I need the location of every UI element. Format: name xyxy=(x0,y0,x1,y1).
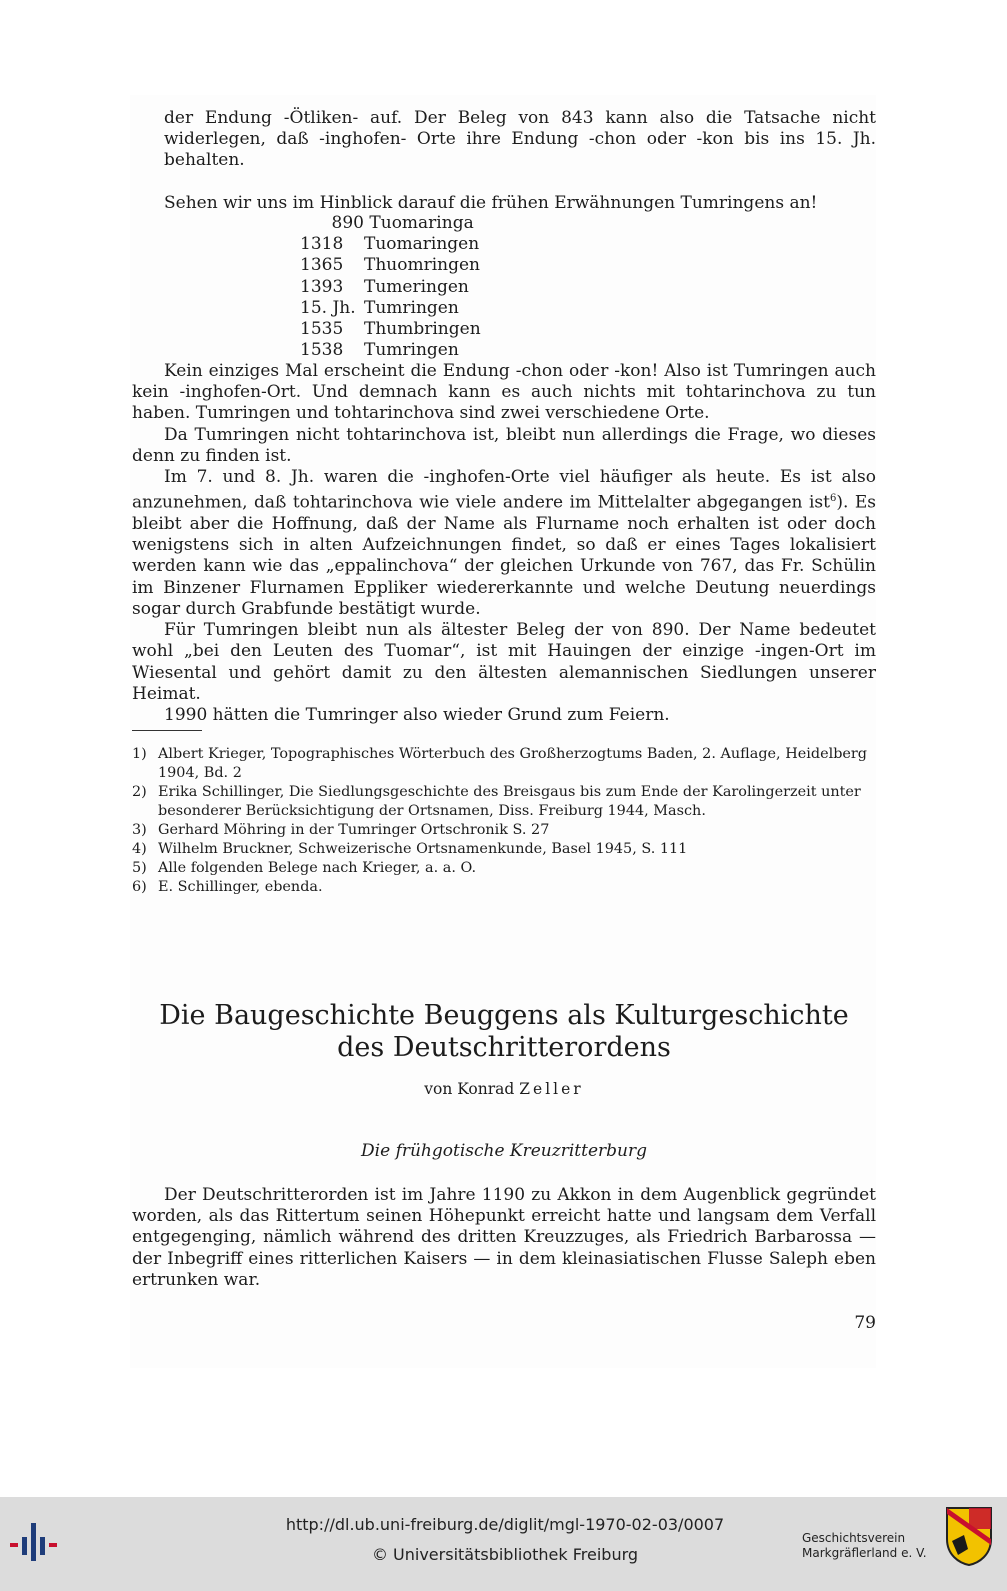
paragraph: Der Deutschritterorden ist im Jahre 1190 zu Akkon in dem Augenblick gegründet worden, als das Rittertum seinen Höhepunkt erreicht hatte und langsam dem Verfall entgegenging, nämlich während des dritten Kreuzzuges, als Friedrich Barbarossa — der Inbegriff eines ritterlichen Kaisers — in dem kleinasiatischen Flusse Saleph eben ertrunken war. xyxy=(132,1185,876,1290)
list-item: 890 Tuomaringa xyxy=(331,213,474,233)
paragraph: 1990 hätten die Tumringer also wieder Grund zum Feiern. xyxy=(164,704,670,725)
paragraph: Kein einziges Mal erscheint die Endung -chon oder -kon! Also ist Tumringen auch kein -inghofen-Ort. Und demnach kann es auch nichts mit tohtarinchova zu tun haben. Tumringen und tohtarinchova sind zwei verschiedene Orte. xyxy=(132,361,876,424)
paragraph-mentions-intro: Sehen wir uns im Hinblick darauf die frühen Erwähnungen Tumringens an! xyxy=(164,192,818,213)
list-item: 1538 Tumringen xyxy=(300,340,459,361)
article-author: von Konrad Zeller xyxy=(424,1080,584,1098)
article-body xyxy=(132,1185,876,1291)
list-item: 1365 Thuomringen xyxy=(300,255,480,276)
footnote-ref: 6 xyxy=(829,493,837,505)
footnote: 6) E. Schillinger, ebenda. xyxy=(132,879,323,895)
ub-freiburg-logo-icon xyxy=(8,1517,62,1567)
copyright-text: © Universitätsbibliothek Freiburg xyxy=(371,1545,639,1564)
footnote: 3) Gerhard Möhring in der Tumringer Ortschronik S. 27 xyxy=(132,822,550,838)
paragraph: Für Tumringen bleibt nun als ältester Beleg der von 890. Der Name bedeutet wohl „bei den Leuten des Tuomar“, ist mit Hauingen der einzige -ingen-Ort im Wiesental und gehört damit zu den ältesten alemannischen Siedlungen unserer Heimat. xyxy=(132,620,876,704)
page-number: 79 xyxy=(854,1313,876,1333)
paragraph: Da Tumringen nicht tohtarinchova ist, bleibt nun allerdings die Frage, wo dieses denn zu finden ist. xyxy=(132,424,876,466)
body-text-top xyxy=(132,108,876,214)
paragraph-continuation: der Endung -Ötliken- auf. Der Beleg von 843 kann also die Tatsache nicht widerlegen, daß -inghofen- Orte ihre Endung -chon oder -kon bis ins 15. Jh. behalten. xyxy=(164,108,876,171)
footnote: 4) Wilhelm Bruckner, Schweizerische Ortsnamenkunde, Basel 1945, S. 111 xyxy=(132,841,688,857)
list-item: 1535 Thumbringen xyxy=(300,319,481,340)
footnote: 2) Erika Schillinger, Die Siedlungsgeschichte des Breisgaus bis zum Ende der Karolingerzeit unter besonderer Berücksichtigung der Ortsnamen, Diss. Freiburg 1944, Masch. xyxy=(132,784,861,819)
footnote: 1) Albert Krieger, Topographisches Wörterbuch des Großherzogtums Baden, 2. Auflage, Heidelberg 1904, Bd. 2 xyxy=(132,746,868,781)
paragraph: Im 7. und 8. Jh. waren die -inghofen-Orte viel häufiger als heute. Es ist also anzunehmen, daß tohtarinchova wie viele andere im Mittelalter abgegangen ist$^6$). Es bleibt aber die Hoffnung, daß der Name als Flurname noch erhalten ist oder doch wenigstens sich in alten Aufzeichnungen findet, so daß er eines Tages lokalisiert werden kann wie das „eppalinchova“ der gleichen Urkunde von 767, das Fr. Schülin im Binzener Flurnamen Eppliker wiedererkannte und welche Deutung neuerdings sogar durch Grabfunde bestätigt wurde. xyxy=(132,467,876,619)
list-item: 1318 Tuomaringen xyxy=(300,234,480,255)
list-item: 15. Jh. Tumringen xyxy=(300,297,459,318)
article-title: Die Baugeschichte Beuggens als Kulturgeschichte des Deutschritterordens xyxy=(159,1000,849,1063)
footnote-divider xyxy=(132,730,202,731)
society-name: Geschichtsverein Markgräflerland e. V. xyxy=(802,1531,927,1560)
footnotes xyxy=(132,745,876,897)
footnote: 5) Alle folgenden Belege nach Krieger, a. a. O. xyxy=(132,860,477,876)
list-item: 1393 Tumeringen xyxy=(300,276,469,297)
viewer-footer xyxy=(0,1497,1007,1591)
body-text-middle xyxy=(132,361,876,726)
coat-of-arms-icon xyxy=(944,1505,994,1567)
section-heading: Die frühgotische Kreuzritterburg xyxy=(361,1141,647,1161)
document-url-link[interactable]: http://dl.ub.uni-freiburg.de/diglit/mgl-1970-02-03/0007 xyxy=(285,1515,725,1534)
mentions-list xyxy=(300,213,481,361)
scanned-page xyxy=(130,95,876,1368)
